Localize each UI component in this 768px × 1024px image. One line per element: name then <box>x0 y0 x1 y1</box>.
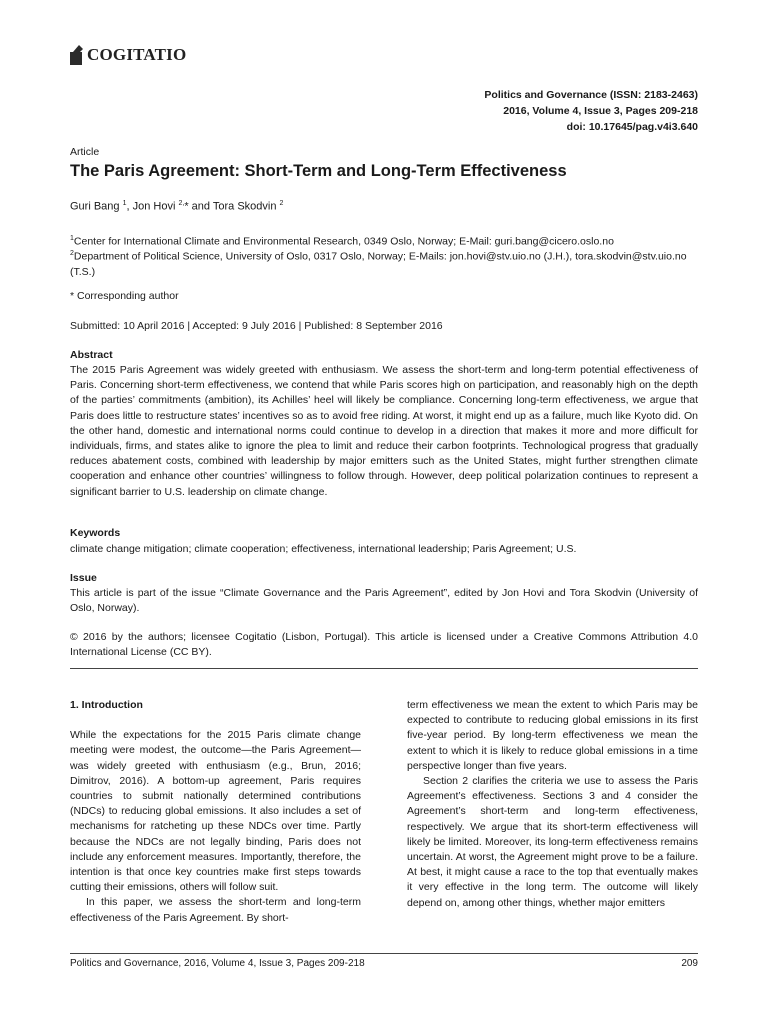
body-column-left <box>70 698 361 926</box>
affiliation-1: $^1$Center for International Climate and Environmental Research, 0349 Oslo, Norway; E-Mail: guri.bang@cicero.oslo.no <box>70 235 614 248</box>
author-name: Jon Hovi <box>132 200 176 213</box>
footer-citation: Politics and Governance, 2016, Volume 4, Issue 3, Pages 209-218 <box>70 958 365 969</box>
journal-volume: 2016, Volume 4, Issue 3, Pages 209-218 <box>503 105 698 117</box>
license-text: © 2016 by the authors; licensee Cogitatio (Lisbon, Portugal). This article is licensed under a Creative Commons Attribution 4.0 International License (CC BY). <box>70 631 698 659</box>
author-affil-mark: 2, <box>178 200 185 207</box>
affiliation-2: $^2$Department of Political Science, University of Oslo, 0317 Oslo, Norway; E-Mails: jon.hovi@stv.uio.no (J.H.), tora.skodvin@stv.uio.no (T.S.) <box>70 250 687 278</box>
abstract-text: The 2015 Paris Agreement was widely greeted with enthusiasm. We assess the short-term and long-term potential effectiveness of Paris. Concerning short-term effectiveness, we contend that while Paris scores high on participation, and reasonably high on the depth of the parties’ commitments (ambition), its Achilles’ heel will likely be compliance. Concerning long-term effectiveness, we argue that Paris does little to restructure states’ incentives so as to avoid free riding. At worst, it might end up as a failure, much like Kyoto did. On the other hand, domestic and international norms could continue to develop in a direction that makes it more and more difficult for individuals, firms, and states alike to ignore the plea to limit and reduce their carbon footprints. Technological progress that gradually reduces abatement costs, combined with leadership by major emitters such as the United States, might further strengthen climate cooperation and enhance other countries’ willingness to follow through. However, deep political polarization continues to represent a significant barrier to U.S. leadership on climate change. <box>70 364 698 498</box>
author-affil-mark: 2 <box>279 200 284 207</box>
journal-info <box>484 87 698 135</box>
page-number: 209 <box>681 958 698 969</box>
cogitatio-logo-icon <box>70 45 84 65</box>
publisher-logo <box>70 44 186 66</box>
body-paragraph: While the expectations for the 2015 Paris climate change meeting were modest, the outcome—the Paris Agreement—was widely greeted with enthusiasm (e.g., Brun, 2016; Dimitrov, 2016). A bottom-up agreement, Paris requires countries to submit nationally determined contributions (NDCs) to reducing global emissions. It also includes a set of mechanisms for ratcheting up these NDCs over time. Partly because the NDCs are not legally binding, Paris does not include any enforcement measures. Importantly, therefore, the intention is that once key countries make first steps towards cutting their emissions, others will follow suit. <box>70 729 361 894</box>
journal-title: Politics and Governance (ISSN: 2183-2463) <box>484 89 698 101</box>
journal-doi: doi: 10.17645/pag.v4i3.640 <box>566 121 698 133</box>
publisher-name: COGITATIO <box>87 45 187 64</box>
footer-divider <box>70 953 698 954</box>
body-column-right <box>407 698 698 911</box>
body-paragraph: In this paper, we assess the short-term and long-term effectiveness of the Paris Agreement. By short- <box>70 896 361 924</box>
keywords-heading: Keywords <box>70 527 121 539</box>
author-name: Tora Skodvin <box>212 200 277 213</box>
body-paragraph: term effectiveness we mean the extent to which Paris may be expected to contribute to reducing global emissions in its first five-year period. By long-term effectiveness we mean the extent to which it is likely to reduce global emissions in a time perspective longer than five years. <box>407 699 698 772</box>
body-paragraph: Section 2 clarifies the criteria we use to assess the Paris Agreement’s effectiveness. Sections 3 and 4 consider the Agreement’s short-term and long-term effectiveness, respectively. We argue that its short-term effectiveness will likely be limited. Moreover, its long-term effectiveness remains uncertain. At worst, the Agreement might prove to be a failure. At best, it might cause a race to the top that eventually makes it very effective in the long term. The outcome will likely depend on, among other things, whether major emitters <box>407 775 698 909</box>
abstract-heading: Abstract <box>70 349 113 361</box>
issue-heading: Issue <box>70 572 97 584</box>
keywords-text: climate change mitigation; climate cooperation; effectiveness, international leadership; Paris Agreement; U.S. <box>70 543 577 555</box>
section-heading: 1. Introduction <box>70 699 143 711</box>
section-divider <box>70 668 698 669</box>
author-list: Guri Bang $^1$, Jon Hovi $^{2,}$* and Tora Skodvin $^2$ <box>70 200 284 213</box>
publication-dates: Submitted: 10 April 2016 | Accepted: 9 July 2016 | Published: 8 September 2016 <box>70 320 443 332</box>
article-type: Article <box>70 146 100 158</box>
corresponding-author-note: * Corresponding author <box>70 290 179 302</box>
issue-text: This article is part of the issue “Climate Governance and the Paris Agreement”, edited by Jon Hovi and Tora Skodvin (University of Oslo, Norway). <box>70 587 698 615</box>
author-affil-mark: 1 <box>122 200 127 207</box>
paper-title: The Paris Agreement: Short-Term and Long-Term Effectiveness <box>70 162 567 180</box>
author-name: Guri Bang <box>70 200 120 213</box>
